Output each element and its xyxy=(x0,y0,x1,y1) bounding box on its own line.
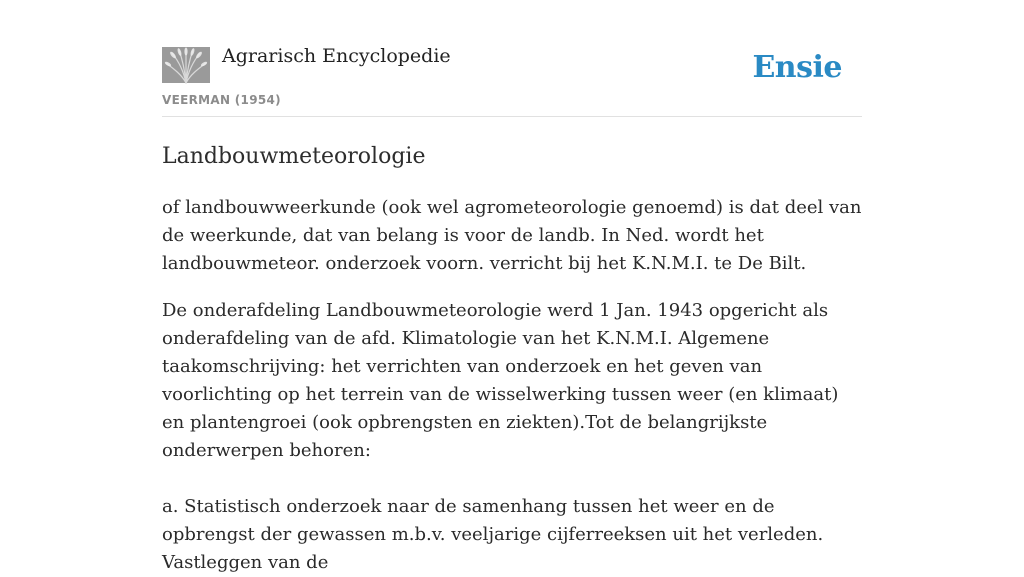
site-header xyxy=(162,0,862,117)
edition-label: VEERMAN (1954) xyxy=(162,93,281,107)
encyclopedia-name[interactable]: Agrarisch Encyclopedie xyxy=(222,45,451,67)
ensie-logo-link[interactable]: Ensie xyxy=(752,50,842,85)
article-paragraph: of landbouwweerkunde (ook wel agrometeorologie genoemd) is dat deel van de weerkunde, dat van belang is voor de landb. In Ned. wordt het landbouwmeteor. onderzoek voorn. verricht bij het K.N.M.I. te De Bilt. xyxy=(162,197,862,274)
wheat-sheaf-icon[interactable] xyxy=(162,47,210,83)
content-column xyxy=(162,0,862,577)
article-paragraph: De onderafdeling Landbouwmeteorologie werd 1 Jan. 1943 opgericht als onderafdeling van de afd. Klimatologie van het K.N.M.I. Algemene taakomschrijving: het verrichten van onderzoek en het geven van voorlichting op het terrein van de wisselwerking tussen weer (en klimaat) en plantengroei (ook opbrengsten en ziekten).Tot de belangrijkste onderwerpen behoren: xyxy=(162,300,839,461)
article-title: Landbouwmeteorologie xyxy=(162,144,426,169)
article-paragraph: a. Statistisch onderzoek naar de samenhang tussen het weer en de opbrengst der gewassen m.b.v. veeljarige cijferreeksen uit het verleden. Vastleggen van de xyxy=(162,496,824,573)
